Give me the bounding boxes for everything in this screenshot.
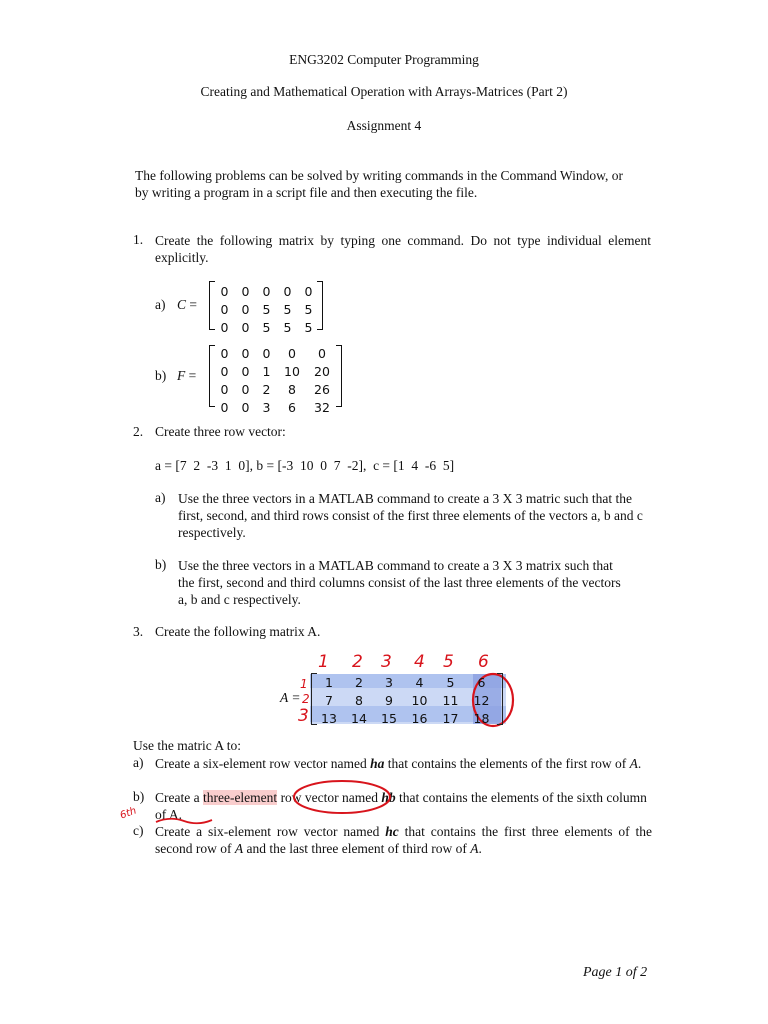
matrix-f-row-2 xyxy=(214,362,337,380)
matrix-f-row-1 xyxy=(214,344,337,362)
matrix-f-cell: 0 xyxy=(220,399,229,415)
matrix-a-label xyxy=(280,690,301,706)
matrix-a-row-2 xyxy=(314,691,497,709)
matrix-f-cell: 3 xyxy=(262,399,271,415)
q3-text: Create the following matrix A. xyxy=(155,624,321,639)
matrix-a-cell: 6 xyxy=(477,674,486,690)
matrix-f-cell: 26 xyxy=(314,381,330,397)
matrix-c-cell: 0 xyxy=(241,319,250,335)
matrix-a-row-1 xyxy=(314,673,497,691)
matrix-f-cell: 2 xyxy=(262,381,271,397)
q3c-text: Create a six-element row vector named hc that contains the first three elements of the second row of A and the last three element of third row of A. xyxy=(155,824,653,856)
annotation-row-2: 2 xyxy=(302,692,310,706)
q3-use-text: Use the matric A to: xyxy=(133,738,241,753)
matrix-f-cell: 0 xyxy=(318,345,326,361)
matrix-c-cell: 5 xyxy=(283,301,292,317)
matrix-c-cell: 5 xyxy=(262,301,271,317)
matrix-f-cell: 32 xyxy=(314,399,330,415)
matrix-f-cell: 0 xyxy=(220,363,229,379)
q1b-matrix-name: F xyxy=(177,368,186,383)
matrix-f-cell: 8 xyxy=(288,381,296,397)
q3a-text: Create a six-element row vector named ha that contains the elements of the first row of A. xyxy=(155,756,642,771)
matrix-f-cell: 0 xyxy=(262,345,271,361)
matrix-a-name: A = xyxy=(280,690,301,705)
matrix-a-cell: 14 xyxy=(351,710,367,726)
assignment-label: Assignment 4 xyxy=(346,118,422,133)
matrix-c-cell: 0 xyxy=(241,283,250,299)
matrix-f-cell: 6 xyxy=(288,399,296,415)
matrix-f-cell: 10 xyxy=(284,363,300,379)
matrix-a-cell: 17 xyxy=(442,710,459,726)
matrix-f-cell: 0 xyxy=(220,345,229,361)
matrix-c-cell: 0 xyxy=(262,283,271,299)
matrix-a-cell: 18 xyxy=(473,710,490,726)
document-title: Creating and Mathematical Operation with Arrays-Matrices (Part 2) xyxy=(200,84,568,99)
matrix-c-cell: 0 xyxy=(220,301,229,317)
q3c-label: c) xyxy=(133,823,144,838)
annotation-row-3: 3 xyxy=(298,706,309,726)
q1a-label: a) xyxy=(155,297,166,312)
matrix-a-cell: 5 xyxy=(446,674,455,690)
matrix-c-cell: 0 xyxy=(220,283,229,299)
q2a-text: Use the three vectors in a MATLAB command to create a 3 X 3 matric such that the first, second, and third rows consist of the first three elements of the vectors a, b and c respectively. xyxy=(178,491,643,540)
matrix-a-right-bracket xyxy=(497,673,503,725)
row-vector-circle xyxy=(290,770,400,816)
q3b-text: Create a three-element row vector named hb that contains the elements of the sixth column of A. xyxy=(155,790,647,822)
matrix-c-row-2 xyxy=(214,300,319,318)
annotation-col-2: 2 xyxy=(352,652,363,672)
matrix-f-row-3 xyxy=(214,380,337,398)
q1a-equation: C = xyxy=(177,297,198,312)
matrix-f-cell: 0 xyxy=(241,345,250,361)
course-title: ENG3202 Computer Programming xyxy=(289,52,479,67)
q2b-label: b) xyxy=(155,557,167,572)
q2b-text: Use the three vectors in a MATLAB command to create a 3 X 3 matrix such that the first, second and third columns consist of the last three elements of the vectors a, b and c respectively. xyxy=(178,558,621,607)
matrix-a-cell: 7 xyxy=(325,692,333,708)
q3-number: 3. xyxy=(133,624,144,639)
matrix-f xyxy=(214,344,337,416)
matrix-f-cell: 0 xyxy=(241,399,250,415)
matrix-c-cell: 0 xyxy=(220,319,229,335)
annotation-col-5: 5 xyxy=(443,652,454,672)
matrix-a-row-3 xyxy=(314,709,497,727)
q1a-matrix-name: C xyxy=(177,297,187,312)
annotation-col-6: 6 xyxy=(478,652,489,672)
matrix-c-cell: 5 xyxy=(304,301,313,317)
matrix-a xyxy=(314,673,497,727)
q1b-right-bracket xyxy=(336,345,342,407)
matrix-c xyxy=(214,282,319,336)
matrix-a-cell: 11 xyxy=(442,692,459,708)
q2a-label: a) xyxy=(155,490,166,505)
annotation-col-3: 3 xyxy=(381,652,392,672)
matrix-c-cell: 0 xyxy=(241,301,250,317)
matrix-c-row-3 xyxy=(214,318,319,336)
q1-number: 1. xyxy=(133,232,144,247)
matrix-f-row-4 xyxy=(214,398,337,416)
matrix-a-cell: 16 xyxy=(411,710,428,726)
matrix-f-cell: 0 xyxy=(241,381,250,397)
annotation-col-4: 4 xyxy=(414,652,425,672)
q2-vectors: a = [7 2 -3 1 0], b = [-3 10 0 7 -2], c = [1 4 -6 5] xyxy=(155,458,455,473)
annotation-row-1: 1 xyxy=(300,677,308,691)
matrix-c-cell: 5 xyxy=(304,319,313,335)
matrix-c-cell: 5 xyxy=(283,319,292,335)
matrix-f-cell: 0 xyxy=(220,381,229,397)
q1b-label: b) xyxy=(155,368,167,383)
q1a-right-bracket xyxy=(317,281,323,330)
intro-paragraph: The following problems can be solved by writing commands in the Command Window, or by writing a program in a script file and then executing the file. xyxy=(135,168,624,200)
matrix-c-row-1 xyxy=(214,282,319,300)
matrix-a-cell: 10 xyxy=(411,692,428,708)
matrix-a-cell: 9 xyxy=(385,692,393,708)
annotation-col-1: 1 xyxy=(318,652,329,672)
matrix-a-cell: 2 xyxy=(355,674,363,690)
matrix-a-cell: 15 xyxy=(381,710,397,726)
matrix-f-cell: 1 xyxy=(262,363,271,379)
matrix-a-cell: 8 xyxy=(355,692,363,708)
q2-number: 2. xyxy=(133,424,144,439)
sixth-note: 6th xyxy=(118,805,139,822)
q1b-equation: F = xyxy=(177,368,197,383)
matrix-a-cell: 3 xyxy=(385,674,393,690)
matrix-a-cell: 1 xyxy=(325,674,333,690)
matrix-a-cell: 12 xyxy=(473,692,490,708)
matrix-a-cell: 13 xyxy=(321,710,337,726)
q3a-label: a) xyxy=(133,755,144,770)
matrix-f-cell: 0 xyxy=(288,345,296,361)
matrix-c-cell: 5 xyxy=(262,319,271,335)
matrix-f-cell: 20 xyxy=(314,363,330,379)
page-number: Page 1 of 2 xyxy=(583,965,648,980)
q1-text: Create the following matrix by typing one command. Do not type individual element explicitly. xyxy=(155,233,651,265)
q2-text: Create three row vector: xyxy=(155,424,286,439)
q3b-label: b) xyxy=(133,789,145,804)
matrix-a-cell: 4 xyxy=(415,674,424,690)
matrix-c-cell: 0 xyxy=(283,283,292,299)
matrix-c-cell: 0 xyxy=(304,283,313,299)
matrix-f-cell: 0 xyxy=(241,363,250,379)
